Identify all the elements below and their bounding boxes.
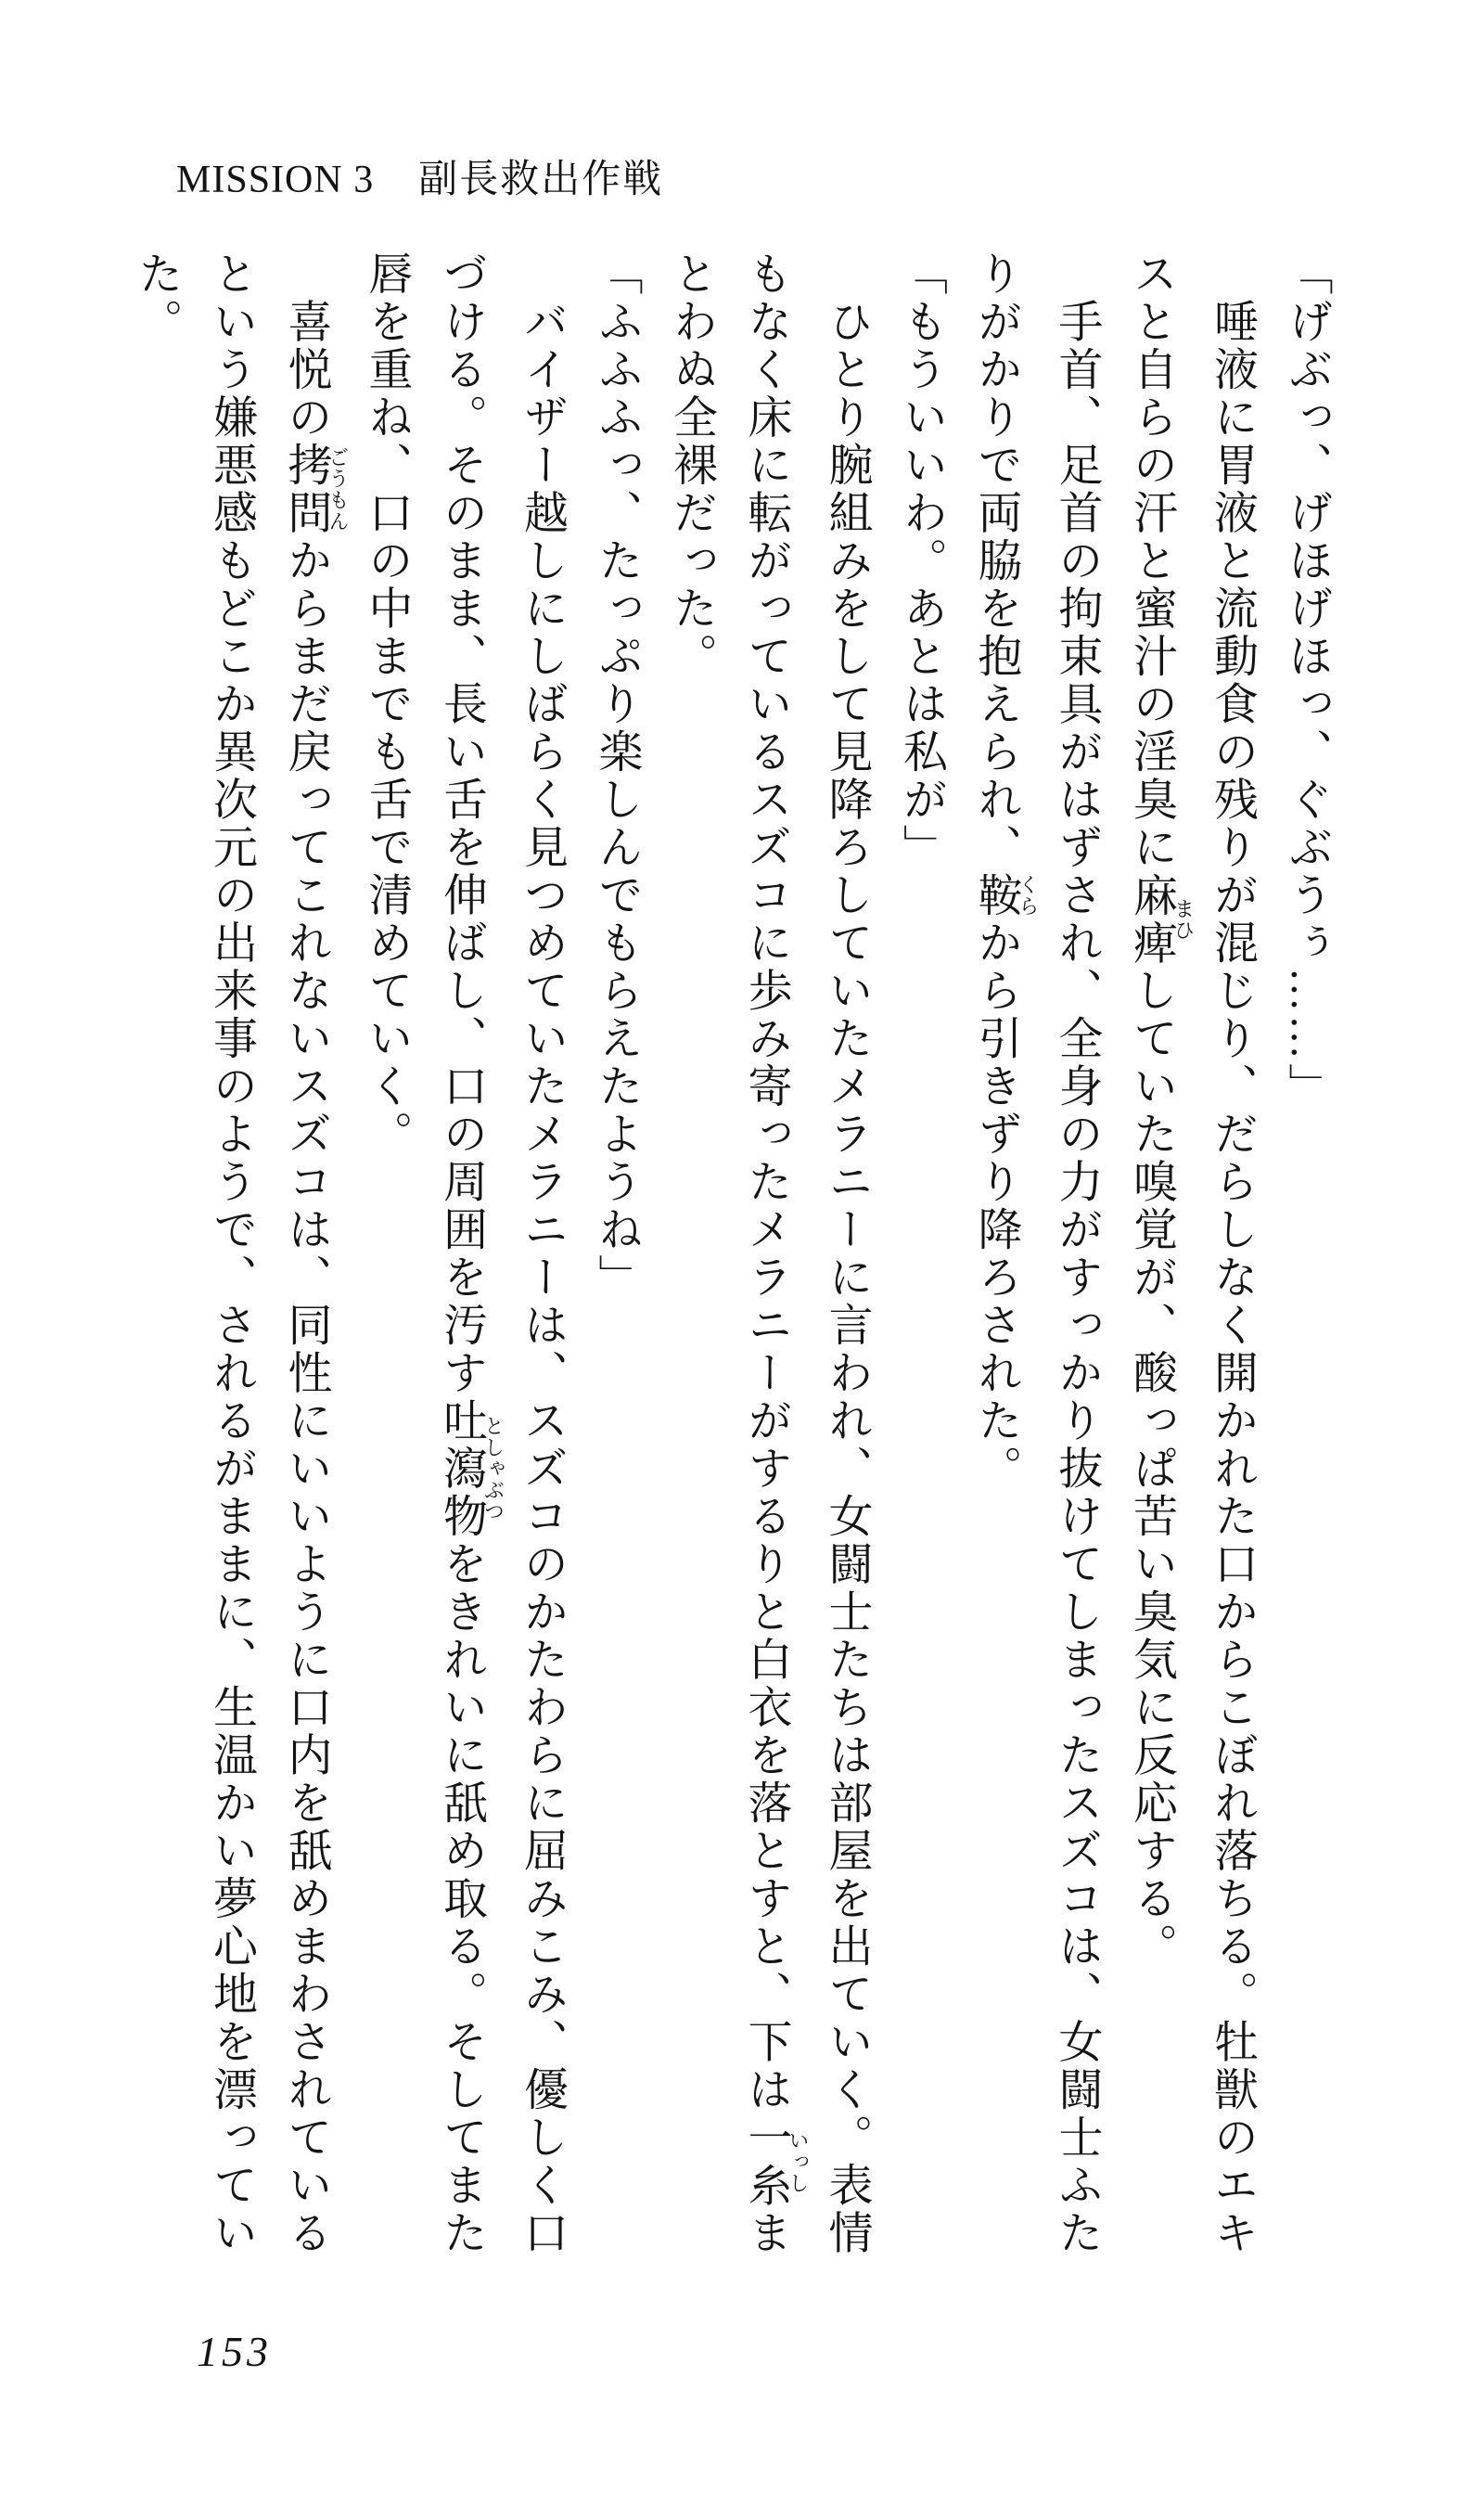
furigana-ruby: 拷問ごうもん [281,442,350,537]
furigana-ruby: 一糸いっし [741,2113,810,2210]
text-column: バイザー越しにしばらく見つめていたメラニーは、スズコのかたわらに屈みこみ、優しく口 [517,250,567,2257]
text-column: 唇を重ね、口の中までも舌で清めていく。 [362,250,411,1159]
body-text [119,250,1344,2268]
text-column: 「ふふふっ、たっぷり楽しんでもらえたようね」 [592,250,641,1302]
chapter-title: 副長救出作戦 [418,159,664,201]
text-column: とわぬ全裸だった。 [666,250,716,681]
text-column: 手首、足首の拘束具がはずされ、全身の力がすっかり抜けてしまったスズコは、女闘士ふた [1052,250,1101,2257]
text-column: 喜悦の拷問ごうもんからまだ戻ってこれないスズコは、同性にいいように口内を舐めまわされている [281,250,350,2257]
furigana-ruby: 鞍くら [971,871,1040,919]
page-number: 153 [197,2328,272,2375]
mission-label: MISSION 3 [176,159,375,201]
chapter-header [176,160,663,200]
text-column: た。 [132,250,181,346]
text-column: りがかりで両脇を抱えられ、鞍くらから引きずり降ろされた。 [971,250,1040,1493]
text-column: 唾液に胃液と流動食の残りが混じり、だらしなく開かれた口からこぼれ落ちる。牡獣のエキ [1207,250,1257,2257]
furigana-ruby: 麻痺まひ [1126,871,1196,968]
text-column: という嫌悪感もどこか異次元の出来事のようで、されるがままに、生温かい夢心地を漂ってい [206,250,256,2257]
text-column: 「げぶっ、げほげほっ、ぐぶうぅ……」 [1282,250,1331,1111]
text-column: スと自らの汗と蜜汁の淫臭に麻痺まひしていた嗅覚が、酸っぱ苦い臭気に反応する。 [1126,250,1196,1971]
text-column: づける。そのまま、長い舌を伸ばし、口の周囲を汚す吐瀉物としゃぶつをきれいに舐め取る。そしてまた [436,250,505,2257]
furigana-ruby: 吐瀉物としゃぶつ [436,1397,505,1541]
text-column: もなく床に転がっているスズコに歩み寄ったメラニーがするりと白衣を落とすと、下は一糸いっしま [741,250,810,2257]
text-column: ひとり腕組みをして見降ろしていたメラニーに言われ、女闘士たちは部屋を出ていく。表情 [822,250,871,2257]
text-column: 「もういいわ。あとは私が」 [896,250,946,872]
